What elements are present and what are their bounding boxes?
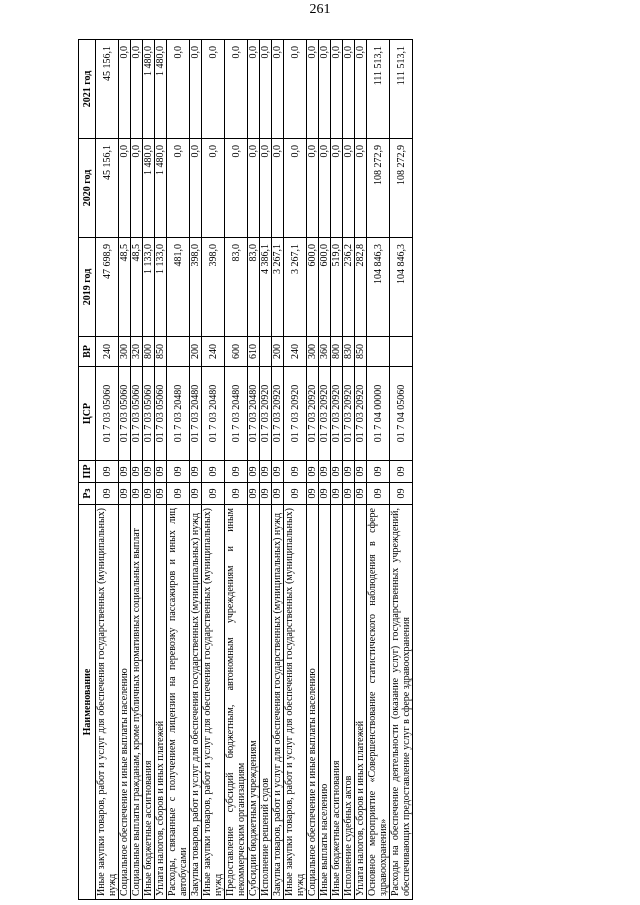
row-2021-cell: 0,0 bbox=[343, 40, 355, 139]
row-rz-cell: 09 bbox=[355, 483, 367, 505]
row-rz-cell: 09 bbox=[248, 483, 260, 505]
table-row bbox=[367, 40, 390, 900]
row-2021-cell: 1 480,0 bbox=[143, 40, 155, 139]
header-vr: ВР bbox=[79, 337, 96, 367]
row-name-cell: Иные закупки товаров, работ и услуг для обеспечения государственных (муниципальных) нужд bbox=[202, 505, 225, 900]
row-csr-cell: 01 7 03 20480 bbox=[225, 367, 248, 461]
row-pr-cell: 09 bbox=[355, 461, 367, 483]
row-vr-cell: 240 bbox=[284, 337, 307, 367]
row-rz-cell: 09 bbox=[225, 483, 248, 505]
header-2021: 2021 год bbox=[79, 40, 96, 139]
row-pr-cell: 09 bbox=[272, 461, 284, 483]
row-csr-cell: 01 7 04 05060 bbox=[390, 367, 413, 461]
row-rz-cell: 09 bbox=[260, 483, 272, 505]
table-row bbox=[248, 40, 260, 900]
row-csr-cell: 01 7 03 20920 bbox=[343, 367, 355, 461]
row-2021-cell: 0,0 bbox=[331, 40, 343, 139]
row-pr-cell: 09 bbox=[190, 461, 202, 483]
row-2020-cell: 0,0 bbox=[190, 139, 202, 238]
table-row bbox=[167, 40, 190, 900]
row-pr-cell: 09 bbox=[260, 461, 272, 483]
table-row bbox=[143, 40, 155, 900]
row-csr-cell: 01 7 03 05060 bbox=[96, 367, 119, 461]
row-rz-cell: 09 bbox=[143, 483, 155, 505]
row-vr-cell bbox=[167, 337, 190, 367]
row-2020-cell: 0,0 bbox=[131, 139, 143, 238]
row-rz-cell: 09 bbox=[167, 483, 190, 505]
row-2020-cell: 0,0 bbox=[119, 139, 131, 238]
row-name-cell: Уплата налогов, сборов и иных платежей bbox=[355, 505, 367, 900]
table-row bbox=[202, 40, 225, 900]
row-rz-cell: 09 bbox=[390, 483, 413, 505]
row-name-cell: Иные закупки товаров, работ и услуг для обеспечения государственных (муниципальных) нужд bbox=[96, 505, 119, 900]
row-2021-cell: 0,0 bbox=[284, 40, 307, 139]
row-csr-cell: 01 7 03 20920 bbox=[307, 367, 319, 461]
row-pr-cell: 09 bbox=[367, 461, 390, 483]
row-2021-cell: 0,0 bbox=[248, 40, 260, 139]
row-2019-cell: 282,8 bbox=[355, 238, 367, 337]
row-csr-cell: 01 7 03 20920 bbox=[272, 367, 284, 461]
row-2020-cell: 0,0 bbox=[260, 139, 272, 238]
row-vr-cell: 300 bbox=[307, 337, 319, 367]
header-csr: ЦСР bbox=[79, 367, 96, 461]
row-2020-cell: 0,0 bbox=[248, 139, 260, 238]
row-2020-cell: 1 480,0 bbox=[143, 139, 155, 238]
row-2021-cell: 45 156,1 bbox=[96, 40, 119, 139]
row-vr-cell: 850 bbox=[355, 337, 367, 367]
row-2019-cell: 3 267,1 bbox=[284, 238, 307, 337]
row-2020-cell: 0,0 bbox=[307, 139, 319, 238]
row-2019-cell: 398,0 bbox=[190, 238, 202, 337]
row-2019-cell: 3 267,1 bbox=[272, 238, 284, 337]
row-2019-cell: 104 846,3 bbox=[367, 238, 390, 337]
row-csr-cell: 01 7 03 20920 bbox=[284, 367, 307, 461]
row-vr-cell: 610 bbox=[248, 337, 260, 367]
row-vr-cell: 800 bbox=[331, 337, 343, 367]
row-rz-cell: 09 bbox=[155, 483, 167, 505]
table-row bbox=[119, 40, 131, 900]
row-pr-cell: 09 bbox=[131, 461, 143, 483]
row-rz-cell: 09 bbox=[367, 483, 390, 505]
row-name-cell: Иные закупки товаров, работ и услуг для обеспечения государственных (муниципальных) нужд bbox=[284, 505, 307, 900]
table-row bbox=[96, 40, 119, 900]
row-pr-cell: 09 bbox=[143, 461, 155, 483]
row-2019-cell: 83,0 bbox=[248, 238, 260, 337]
budget-table bbox=[78, 39, 413, 900]
row-2019-cell: 600,0 bbox=[319, 238, 331, 337]
table-row bbox=[390, 40, 413, 900]
row-2019-cell: 83,0 bbox=[225, 238, 248, 337]
table-header-row bbox=[79, 40, 96, 900]
row-2020-cell: 0,0 bbox=[343, 139, 355, 238]
row-2019-cell: 398,0 bbox=[202, 238, 225, 337]
row-name-cell: Иные выплаты населению bbox=[319, 505, 331, 900]
row-pr-cell: 09 bbox=[390, 461, 413, 483]
row-name-cell: Исполнение судебных актов bbox=[343, 505, 355, 900]
header-pr: ПР bbox=[79, 461, 96, 483]
row-csr-cell: 01 7 03 05060 bbox=[119, 367, 131, 461]
row-2021-cell: 0,0 bbox=[119, 40, 131, 139]
row-pr-cell: 09 bbox=[307, 461, 319, 483]
row-2021-cell: 0,0 bbox=[260, 40, 272, 139]
row-pr-cell: 09 bbox=[167, 461, 190, 483]
row-rz-cell: 09 bbox=[119, 483, 131, 505]
table-row bbox=[155, 40, 167, 900]
table-row bbox=[131, 40, 143, 900]
row-pr-cell: 09 bbox=[343, 461, 355, 483]
row-2021-cell: 0,0 bbox=[355, 40, 367, 139]
row-name-cell: Иные бюджетные ассигнования bbox=[331, 505, 343, 900]
table-row bbox=[225, 40, 248, 900]
row-name-cell: Социальные выплаты гражданам, кроме публичных нормативных социальных выплат bbox=[131, 505, 143, 900]
row-vr-cell: 200 bbox=[272, 337, 284, 367]
row-2021-cell: 0,0 bbox=[202, 40, 225, 139]
row-pr-cell: 09 bbox=[284, 461, 307, 483]
row-vr-cell: 600 bbox=[225, 337, 248, 367]
row-rz-cell: 09 bbox=[131, 483, 143, 505]
row-rz-cell: 09 bbox=[343, 483, 355, 505]
row-2020-cell: 0,0 bbox=[355, 139, 367, 238]
row-pr-cell: 09 bbox=[202, 461, 225, 483]
row-vr-cell bbox=[260, 337, 272, 367]
row-2019-cell: 1 133,0 bbox=[155, 238, 167, 337]
row-2019-cell: 236,2 bbox=[343, 238, 355, 337]
table-row bbox=[319, 40, 331, 900]
row-name-cell: Уплата налогов, сборов и иных платежей bbox=[155, 505, 167, 900]
row-2020-cell: 1 480,0 bbox=[155, 139, 167, 238]
table-row bbox=[331, 40, 343, 900]
rotated-table-wrapper bbox=[78, 40, 603, 900]
row-pr-cell: 09 bbox=[225, 461, 248, 483]
row-vr-cell: 200 bbox=[190, 337, 202, 367]
header-2020: 2020 год bbox=[79, 139, 96, 238]
header-rz: Рз bbox=[79, 483, 96, 505]
row-csr-cell: 01 7 03 20480 bbox=[248, 367, 260, 461]
row-pr-cell: 09 bbox=[331, 461, 343, 483]
row-rz-cell: 09 bbox=[319, 483, 331, 505]
row-2019-cell: 104 846,3 bbox=[390, 238, 413, 337]
row-csr-cell: 01 7 03 05060 bbox=[131, 367, 143, 461]
row-pr-cell: 09 bbox=[96, 461, 119, 483]
table-row bbox=[272, 40, 284, 900]
row-2021-cell: 0,0 bbox=[190, 40, 202, 139]
row-vr-cell: 240 bbox=[96, 337, 119, 367]
row-csr-cell: 01 7 03 20920 bbox=[355, 367, 367, 461]
row-name-cell: Расходы, связанные с получением лицензии на перевозку пассажиров и иных лиц автобусами bbox=[167, 505, 190, 900]
row-csr-cell: 01 7 03 20480 bbox=[202, 367, 225, 461]
row-name-cell: Закупка товаров, работ и услуг для обеспечения государственных (муниципальных) нужд bbox=[272, 505, 284, 900]
row-2019-cell: 481,0 bbox=[167, 238, 190, 337]
row-rz-cell: 09 bbox=[284, 483, 307, 505]
row-csr-cell: 01 7 03 20920 bbox=[260, 367, 272, 461]
row-2020-cell: 0,0 bbox=[202, 139, 225, 238]
row-vr-cell: 800 bbox=[143, 337, 155, 367]
row-2019-cell: 48,5 bbox=[119, 238, 131, 337]
row-rz-cell: 09 bbox=[202, 483, 225, 505]
row-vr-cell: 830 bbox=[343, 337, 355, 367]
row-2021-cell: 0,0 bbox=[225, 40, 248, 139]
row-pr-cell: 09 bbox=[248, 461, 260, 483]
row-name-cell: Предоставление субсидий бюджетным, автономным учреждениям и иным некоммерческим организациям bbox=[225, 505, 248, 900]
table-row bbox=[343, 40, 355, 900]
row-name-cell: Исполнение решений судов bbox=[260, 505, 272, 900]
row-2020-cell: 0,0 bbox=[331, 139, 343, 238]
row-2020-cell: 108 272,9 bbox=[390, 139, 413, 238]
row-2021-cell: 0,0 bbox=[131, 40, 143, 139]
row-name-cell: Расходы на обеспечение деятельности (оказание услуг) государственных учреждений, обеспечивающих предоставление услуг в сфере здравоохранения bbox=[390, 505, 413, 900]
row-vr-cell: 320 bbox=[131, 337, 143, 367]
row-2021-cell: 111 513,1 bbox=[367, 40, 390, 139]
row-csr-cell: 01 7 04 00000 bbox=[367, 367, 390, 461]
row-2019-cell: 48,5 bbox=[131, 238, 143, 337]
row-2020-cell: 108 272,9 bbox=[367, 139, 390, 238]
row-csr-cell: 01 7 03 05060 bbox=[155, 367, 167, 461]
row-2020-cell: 0,0 bbox=[272, 139, 284, 238]
row-2020-cell: 45 156,1 bbox=[96, 139, 119, 238]
row-name-cell: Основное мероприятие «Совершенствование статистического наблюдения в сфере здравоохранения» bbox=[367, 505, 390, 900]
row-2020-cell: 0,0 bbox=[284, 139, 307, 238]
row-2020-cell: 0,0 bbox=[167, 139, 190, 238]
row-2021-cell: 0,0 bbox=[319, 40, 331, 139]
row-rz-cell: 09 bbox=[272, 483, 284, 505]
row-vr-cell bbox=[367, 337, 390, 367]
row-rz-cell: 09 bbox=[96, 483, 119, 505]
header-2019: 2019 год bbox=[79, 238, 96, 337]
row-rz-cell: 09 bbox=[190, 483, 202, 505]
row-2021-cell: 0,0 bbox=[307, 40, 319, 139]
row-csr-cell: 01 7 03 20480 bbox=[190, 367, 202, 461]
row-pr-cell: 09 bbox=[119, 461, 131, 483]
row-pr-cell: 09 bbox=[155, 461, 167, 483]
row-vr-cell: 850 bbox=[155, 337, 167, 367]
row-2021-cell: 111 513,1 bbox=[390, 40, 413, 139]
table-row bbox=[284, 40, 307, 900]
row-2019-cell: 4 386,1 bbox=[260, 238, 272, 337]
row-name-cell: Социальное обеспечение и иные выплаты населению bbox=[307, 505, 319, 900]
table-row bbox=[190, 40, 202, 900]
row-2020-cell: 0,0 bbox=[225, 139, 248, 238]
row-csr-cell: 01 7 03 05060 bbox=[143, 367, 155, 461]
row-2021-cell: 0,0 bbox=[272, 40, 284, 139]
table-row bbox=[260, 40, 272, 900]
row-pr-cell: 09 bbox=[319, 461, 331, 483]
page-number: 261 bbox=[309, 2, 331, 17]
row-name-cell: Субсидии бюджетным учреждениям bbox=[248, 505, 260, 900]
header-name: Наименование bbox=[79, 505, 96, 900]
table-row bbox=[355, 40, 367, 900]
row-vr-cell bbox=[390, 337, 413, 367]
row-2019-cell: 1 133,0 bbox=[143, 238, 155, 337]
row-2020-cell: 0,0 bbox=[319, 139, 331, 238]
row-name-cell: Иные бюджетные ассигнования bbox=[143, 505, 155, 900]
row-vr-cell: 360 bbox=[319, 337, 331, 367]
table-row bbox=[307, 40, 319, 900]
row-csr-cell: 01 7 03 20480 bbox=[167, 367, 190, 461]
row-csr-cell: 01 7 03 20920 bbox=[319, 367, 331, 461]
row-vr-cell: 300 bbox=[119, 337, 131, 367]
row-name-cell: Закупка товаров, работ и услуг для обеспечения государственных (муниципальных) нужд bbox=[190, 505, 202, 900]
row-rz-cell: 09 bbox=[307, 483, 319, 505]
row-2019-cell: 519,0 bbox=[331, 238, 343, 337]
row-2019-cell: 47 698,9 bbox=[96, 238, 119, 337]
row-2021-cell: 1 480,0 bbox=[155, 40, 167, 139]
row-2021-cell: 0,0 bbox=[167, 40, 190, 139]
row-vr-cell: 240 bbox=[202, 337, 225, 367]
row-2019-cell: 600,0 bbox=[307, 238, 319, 337]
row-rz-cell: 09 bbox=[331, 483, 343, 505]
row-csr-cell: 01 7 03 20920 bbox=[331, 367, 343, 461]
row-name-cell: Социальное обеспечение и иные выплаты населению bbox=[119, 505, 131, 900]
